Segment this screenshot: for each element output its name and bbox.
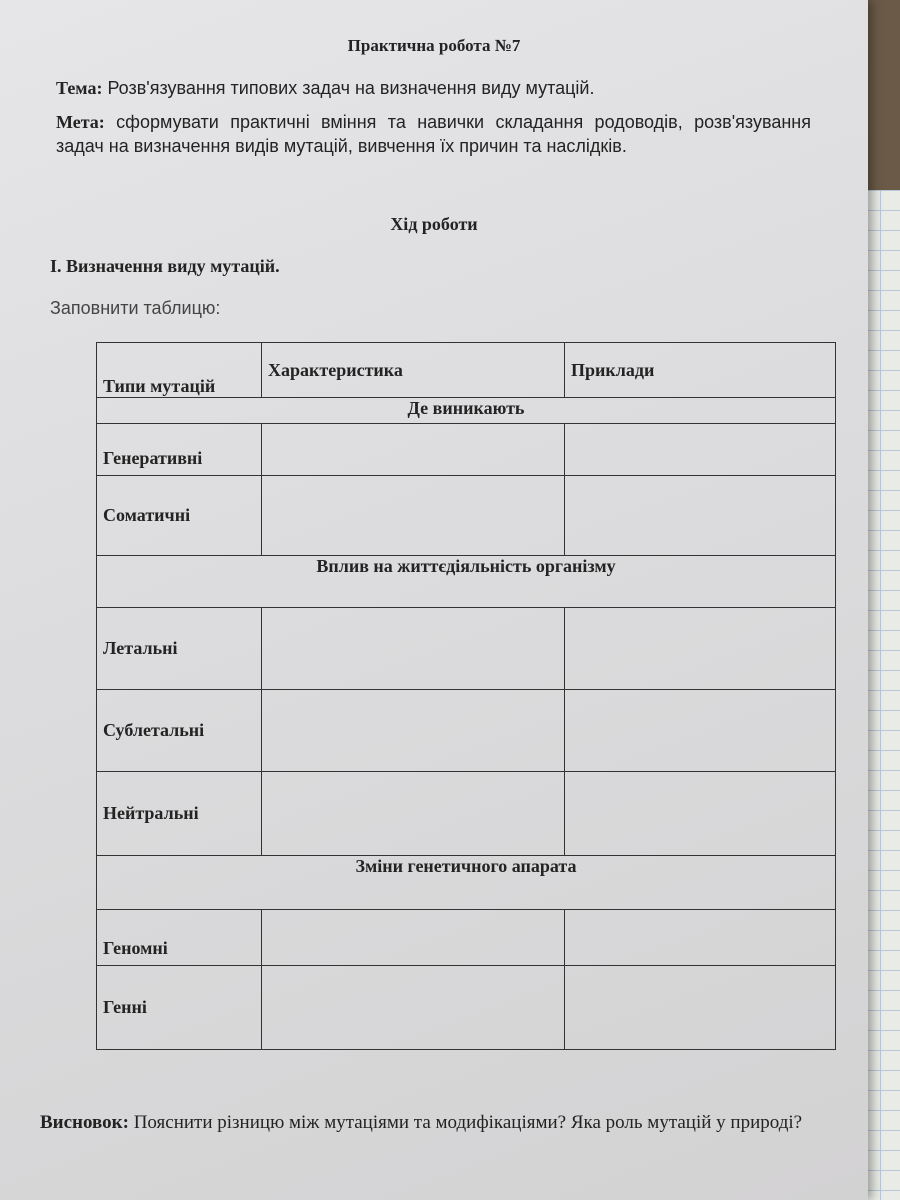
characteristic-cell[interactable] — [262, 608, 565, 690]
goal-label: Мета: — [56, 112, 105, 132]
examples-cell[interactable] — [565, 690, 836, 772]
page-title: Практична робота №7 — [347, 36, 521, 55]
characteristic-cell[interactable] — [262, 476, 565, 556]
group-row — [97, 398, 836, 424]
table-row — [97, 966, 836, 1050]
topic-label: Тема: — [56, 78, 103, 98]
examples-cell[interactable] — [565, 424, 836, 476]
row-label: Генеративні — [97, 424, 262, 476]
topic-text: Розв'язування типових задач на визначення виду мутацій. — [107, 78, 595, 98]
examples-cell[interactable] — [565, 966, 836, 1050]
procedure-heading: Хід роботи — [390, 214, 478, 234]
table-row — [97, 476, 836, 556]
row-label: Геномні — [97, 910, 262, 966]
conclusion-label: Висновок: — [40, 1112, 129, 1133]
characteristic-cell[interactable] — [262, 690, 565, 772]
topic-line — [56, 76, 816, 100]
mutation-table — [96, 342, 836, 1050]
goal-paragraph — [56, 110, 811, 158]
conclusion-text: Пояснити різницю між мутаціями та модифікаціями? Яка роль мутацій у природі? — [133, 1112, 803, 1133]
table-row — [97, 690, 836, 772]
row-label: Нейтральні — [97, 772, 262, 856]
examples-cell[interactable] — [565, 476, 836, 556]
row-label: Генні — [97, 966, 262, 1050]
characteristic-cell[interactable] — [262, 910, 565, 966]
row-label: Летальні — [97, 608, 262, 690]
group-title: Де виникають — [97, 398, 836, 424]
section-heading: I. Визначення виду мутацій. — [50, 256, 280, 276]
table-row — [97, 608, 836, 690]
examples-cell[interactable] — [565, 910, 836, 966]
goal-text: сформувати практичні вміння та навички складання родоводів, розв'язування задач на визначення видів мутацій, вивчення їх причин та наслідків. — [56, 112, 811, 156]
header-examples: Приклади — [565, 343, 836, 398]
table-header-row — [97, 343, 836, 398]
header-characteristic: Характеристика — [262, 343, 565, 398]
table-row — [97, 772, 836, 856]
table-row — [97, 910, 836, 966]
characteristic-cell[interactable] — [262, 424, 565, 476]
row-label: Сублетальні — [97, 690, 262, 772]
group-title: Вплив на життєдіяльність організму — [97, 556, 836, 608]
header-types: Типи мутацій — [97, 343, 262, 398]
instruction-text: Заповнити таблицю: — [50, 298, 221, 318]
characteristic-cell[interactable] — [262, 966, 565, 1050]
table-row — [97, 424, 836, 476]
group-row — [97, 556, 836, 608]
examples-cell[interactable] — [565, 772, 836, 856]
row-label: Соматичні — [97, 476, 262, 556]
group-title: Зміни генетичного апарата — [97, 856, 836, 910]
examples-cell[interactable] — [565, 608, 836, 690]
characteristic-cell[interactable] — [262, 772, 565, 856]
conclusion-paragraph — [40, 1106, 830, 1140]
group-row — [97, 856, 836, 910]
